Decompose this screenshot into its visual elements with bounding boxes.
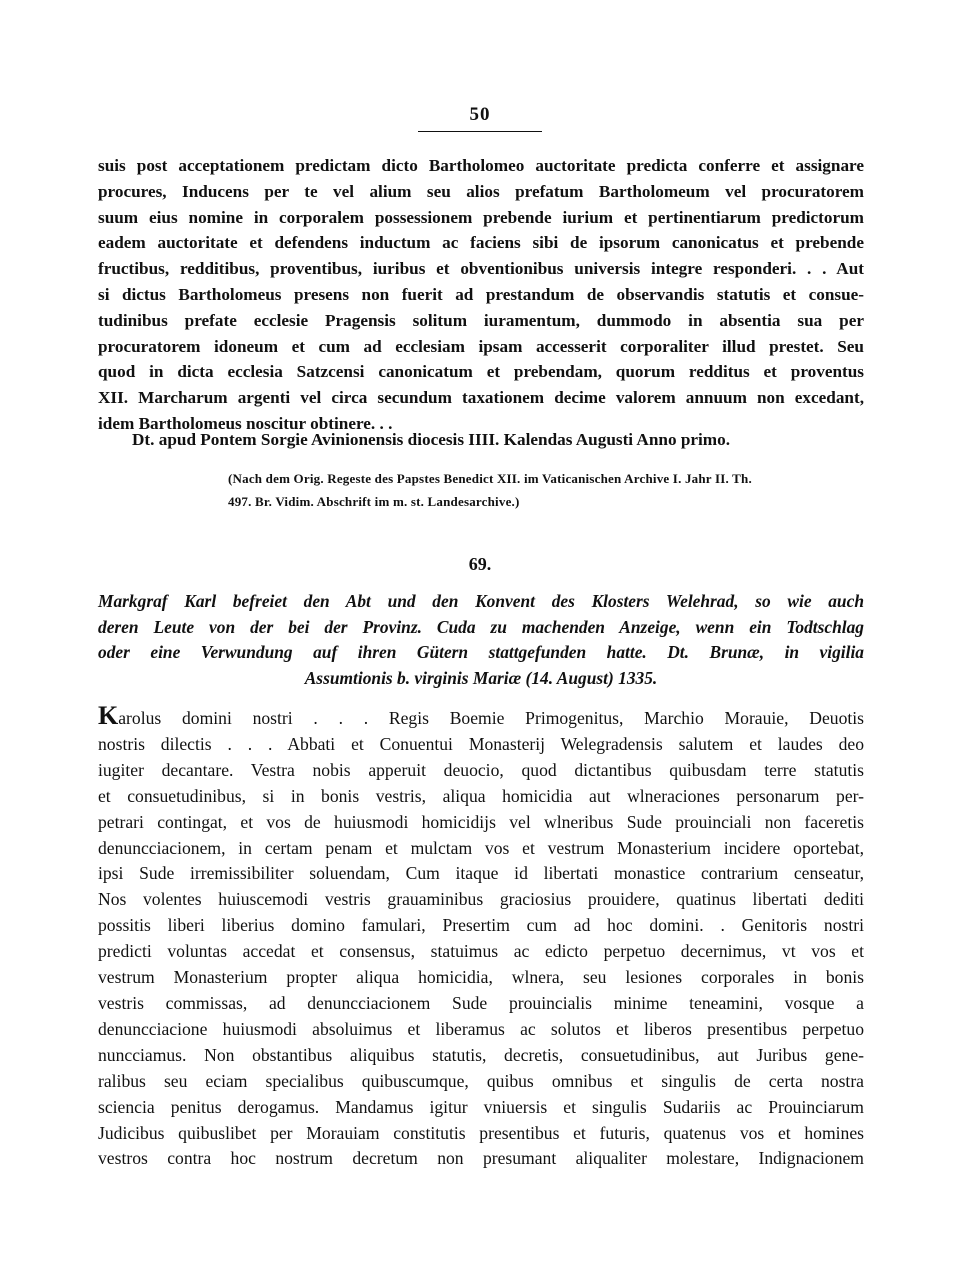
source-note-line: 497. Br. Vidim. Abschrift im m. st. Landesarchive.) bbox=[228, 494, 520, 509]
text-line: idem Bartholomeus noscitur obtinere. . . bbox=[98, 413, 393, 433]
source-note-line: (Nach dem Orig. Regeste des Papstes Benedict XII. im Vaticanischen Archive I. Jahr II. Th. bbox=[228, 471, 752, 486]
charter-line: sciencia penitus derogamus. Mandamus igitur vniuersis et singulis Sudariis ac Prouinciarum bbox=[98, 1096, 864, 1117]
charter-line: et consuetudinibus, si in bonis vestris, aliqua homicidia aut wlneraciones personarum per- bbox=[98, 785, 864, 806]
text-line: tudinibus prefate ecclesie Pragensis solitum iuramentum, dummodo in absentia sua per bbox=[98, 310, 864, 330]
initial-letter: K bbox=[98, 706, 119, 730]
text-line: fructibus, redditibus, proventibus, iuribus et obventionibus universis integre responderi. . . Aut bbox=[98, 259, 864, 279]
text-line: procuratorem idoneum et cum ad ecclesiam ipsam accesserit corporaliter illud prestet. Seu bbox=[98, 336, 864, 356]
charter-line: Nos volentes huiuscemodi vestris grauaminibus graciosius prouidere, quatinus libertati dediti bbox=[98, 889, 864, 910]
regest-line: oder eine Verwundung auf ihren Gütern stattgefunden hatte. Dt. Brunæ, in vigilia bbox=[98, 642, 864, 663]
charter-line: vestrum Monasterium propter aliqua homicidia, wlnera, seu lesiones corporales in bonis bbox=[98, 967, 864, 988]
charter-line: iugiter decantare. Vestra nobis apperuit deuocio, quod dictantibus quibusdam terre statutis bbox=[98, 759, 864, 780]
text-line: suis post acceptationem predictam dicto Bartholomeo auctoritate predicta conferre et assignare bbox=[98, 156, 864, 175]
regest-line: deren Leute von der bei der Provinz. Cuda zu machenden Anzeige, wenn ein Todtschlag bbox=[98, 616, 864, 637]
charter-line-text: arolus domini nostri . . . Regis Boemie Primogenitus, Marchio Morauie, Deuotis bbox=[118, 708, 864, 728]
charter-line: predicti voluntas accedat et consensus, statuimus ac edicto perpetuo decernimus, vt vos et bbox=[98, 941, 864, 962]
regest-line: Markgraf Karl befreiet den Abt und den Konvent des Klosters Welehrad, so wie auch bbox=[98, 591, 864, 611]
regest-summary bbox=[98, 589, 864, 691]
charter-line: nuncciamus. Non obstantibus aliquibus statutis, decretis, consuetudinibus, aut Juribus gene- bbox=[98, 1044, 864, 1065]
text-line: si dictus Bartholomeus presens non fuerit ad prestandum de observandis statutis et consue- bbox=[98, 284, 864, 304]
charter-line: possitis liberi liberius domino famulari, Presertim cum ad hoc domini. . Genitoris nostri bbox=[98, 915, 864, 936]
charter-text bbox=[98, 706, 864, 1172]
charter-line: denuncciacione huiusmodi absoluimus et liberamus ac solutos et liberos presentibus perpetuo bbox=[98, 1018, 864, 1039]
document-number: 69. bbox=[468, 554, 492, 574]
charter-line: vestros contra hoc nostrum decretum non presumant aliqualiter molestare, Indignacionem bbox=[98, 1148, 864, 1169]
header-rule bbox=[418, 131, 542, 132]
charter-line: nostris dilectis . . . Abbati et Conuentui Monasterij Welegradensis salutem et laudes deo bbox=[98, 733, 864, 754]
charter-line bbox=[98, 706, 864, 732]
page-number: 50 bbox=[469, 104, 491, 125]
text-line: quod in dicta ecclesia Satzcensi canonicatum et prebendam, quorum redditus et proventus bbox=[98, 362, 864, 382]
charter-line: vestris commissas, ad denuncciacionem Sude prouincialis minime teneamini, vosque a bbox=[98, 992, 864, 1013]
charter-line: Judicibus quibuslibet per Morauiam constitutis presentibus et futuris, quatenus vos et homines bbox=[98, 1122, 864, 1143]
source-note bbox=[228, 467, 864, 513]
text-line: eadem auctoritate et defendens inductum ac faciens sibi de ipsorum canonicatus et prebende bbox=[98, 233, 864, 253]
dating-line: Dt. apud Pontem Sorgie Avinionensis diocesis IIII. Kalendas Augusti Anno primo. bbox=[132, 430, 731, 449]
charter-line: ipsi Sude irremissibiliter soluendam, Cum itaque id libertati monastice contrarium censeatur, bbox=[98, 863, 864, 884]
charter-line: petrari contingat, et vos de huiusmodi homicidijs vel wlneribus Sude prouinciali non faceretis bbox=[98, 811, 864, 832]
text-line: procures, Inducens per te vel alium seu alios prefatum Bartholomeum vel procuratorem bbox=[98, 181, 864, 201]
text-line: suum eius nomine in corporalem possessionem prebende iurium et pertinentiarum predictorum bbox=[98, 207, 864, 227]
paragraph-continuation bbox=[98, 153, 864, 437]
regest-line: Assumtionis b. virginis Mariæ (14. August) 1335. bbox=[304, 667, 658, 688]
charter-line: ralibus seu eciam specialibus quibuscumque, quibus omnibus et singulis de certa nostra bbox=[98, 1070, 864, 1091]
text-line: XII. Marcharum argenti vel circa secundum taxationem decime valorem annuum non excedant, bbox=[98, 388, 864, 408]
charter-line: denuncciacionem, in certam penam et mulctam vos et vestrum Monasterium incidere oportebat, bbox=[98, 837, 864, 858]
